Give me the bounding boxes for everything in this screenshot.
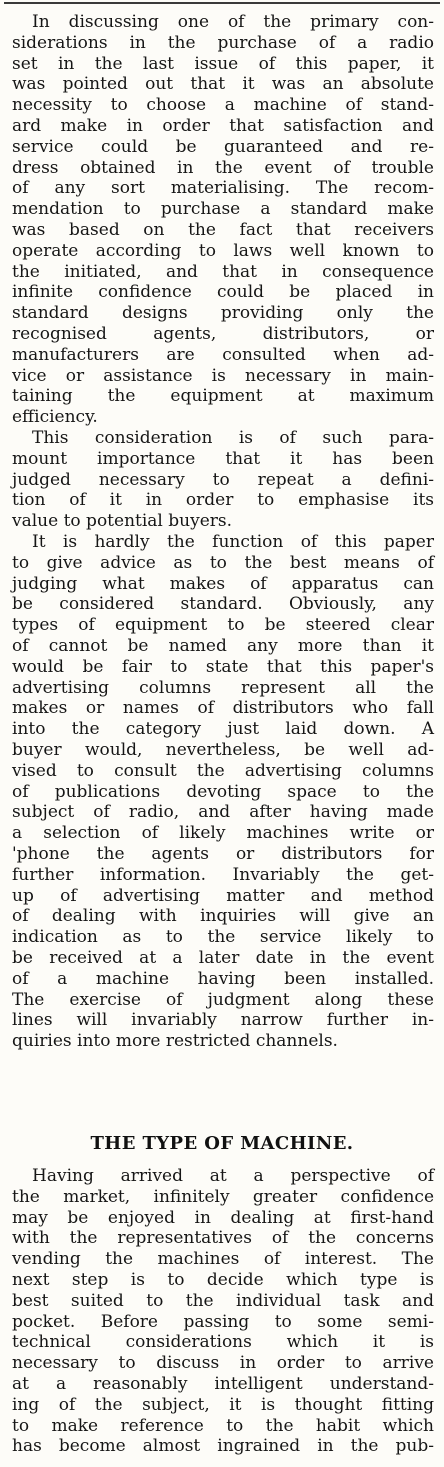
text-line: service could be guaranteed and re- [12, 136, 434, 157]
text-line: necessity to choose a machine of stand- [12, 95, 434, 116]
text-line: set in the last issue of this paper, it [12, 53, 434, 74]
paragraph-1 [0, 12, 444, 428]
text-line: The exercise of judgment along these [12, 989, 434, 1010]
text-line: vised to consult the advertising columns [12, 760, 434, 781]
text-line: subject of radio, and after having made [12, 802, 434, 823]
text-line: with the representatives of the concerns [12, 1228, 434, 1249]
text-line: Having arrived at a perspective of [32, 1166, 434, 1186]
text-line: of a machine having been installed. [12, 968, 434, 989]
text-line: be received at a later date in the event [12, 947, 434, 968]
section-heading: THE TYPE OF MACHINE. [90, 1133, 354, 1154]
text-line: siderations in the purchase of a radio [12, 32, 434, 53]
text-line: mount importance that it has been [12, 448, 434, 469]
text-line: of dealing with inquiries will give an [12, 906, 434, 927]
text-line: operate according to laws well known to [12, 240, 434, 261]
text-line: of publications devoting space to the [12, 781, 434, 802]
text-line: the market, infinitely greater confidence [12, 1186, 434, 1207]
text-line: into the category just laid down. A [12, 719, 434, 740]
text-line: mendation to purchase a standard make [12, 199, 434, 220]
text-line: vending the machines of interest. The [12, 1249, 434, 1270]
text-line: pocket. Before passing to some semi- [12, 1311, 434, 1332]
text-line: It is hardly the function of this paper [32, 532, 434, 552]
text-line: judged necessary to repeat a defini- [12, 469, 434, 490]
text-line: of cannot be named any more than it [12, 635, 434, 656]
text-line: quiries into more restricted channels. [12, 1031, 338, 1052]
text-line: at a reasonably intelligent understand- [12, 1373, 434, 1394]
text-line: taining the equipment at maximum [12, 386, 434, 407]
text-line: vice or assistance is necessary in main- [12, 365, 434, 386]
text-line: 'phone the agents or distributors for [12, 843, 434, 864]
text-line: types of equipment to be steered clear [12, 615, 434, 636]
text-line: buyer would, nevertheless, be well ad- [12, 739, 434, 760]
paragraph-2 [0, 428, 444, 532]
text-line: lines will invariably narrow further in- [12, 1010, 434, 1031]
text-line: best suited to the individual task and [12, 1290, 434, 1311]
text-line: ing of the subject, it is thought fitting [12, 1394, 434, 1415]
text-line: to give advice as to the best means of [12, 552, 434, 573]
text-line: the initiated, and that in consequence [12, 261, 434, 282]
text-line: necessary to discuss in order to arrive [12, 1353, 434, 1374]
text-line: may be enjoyed in dealing at first-hand [12, 1207, 434, 1228]
text-line: In discussing one of the primary con- [32, 12, 434, 32]
text-line: This consideration is of such para- [32, 428, 434, 448]
text-line: of any sort materialising. The recom- [12, 178, 434, 199]
text-line: dress obtained in the event of trouble [12, 157, 434, 178]
text-line: was pointed out that it was an absolute [12, 74, 434, 95]
text-line: value to potential buyers. [12, 511, 233, 532]
text-line: technical considerations which it is [12, 1332, 434, 1353]
text-line: next step is to decide which type is [12, 1269, 434, 1290]
text-line: up of advertising matter and method [12, 885, 434, 906]
paragraph-3 [0, 532, 444, 1052]
text-line: judging what makes of apparatus can [12, 573, 434, 594]
text-line: to make reference to the habit which [12, 1415, 434, 1436]
text-line: manufacturers are consulted when ad- [12, 344, 434, 365]
text-line: further information. Invariably the get- [12, 864, 434, 885]
text-line: recognised agents, distributors, or [12, 323, 434, 344]
text-line: infinite confidence could be placed in [12, 282, 434, 303]
text-line: standard designs providing only the [12, 303, 434, 324]
paragraph-4 [0, 1166, 444, 1457]
text-line: has become almost ingrained in the pub- [12, 1436, 434, 1457]
text-line: makes or names of distributors who fall [12, 698, 434, 719]
text-line: indication as to the service likely to [12, 927, 434, 948]
text-line: would be fair to state that this paper's [12, 656, 434, 677]
text-line: advertising columns represent all the [12, 677, 434, 698]
text-line: efficiency. [12, 407, 98, 428]
text-line: was based on the fact that receivers [12, 219, 434, 240]
text-line: tion of it in order to emphasise its [12, 490, 434, 511]
text-line: ard make in order that satisfaction and [12, 115, 434, 136]
top-rule [4, 2, 440, 4]
text-line: be considered standard. Obviously, any [12, 594, 434, 615]
text-line: a selection of likely machines write or [12, 823, 434, 844]
